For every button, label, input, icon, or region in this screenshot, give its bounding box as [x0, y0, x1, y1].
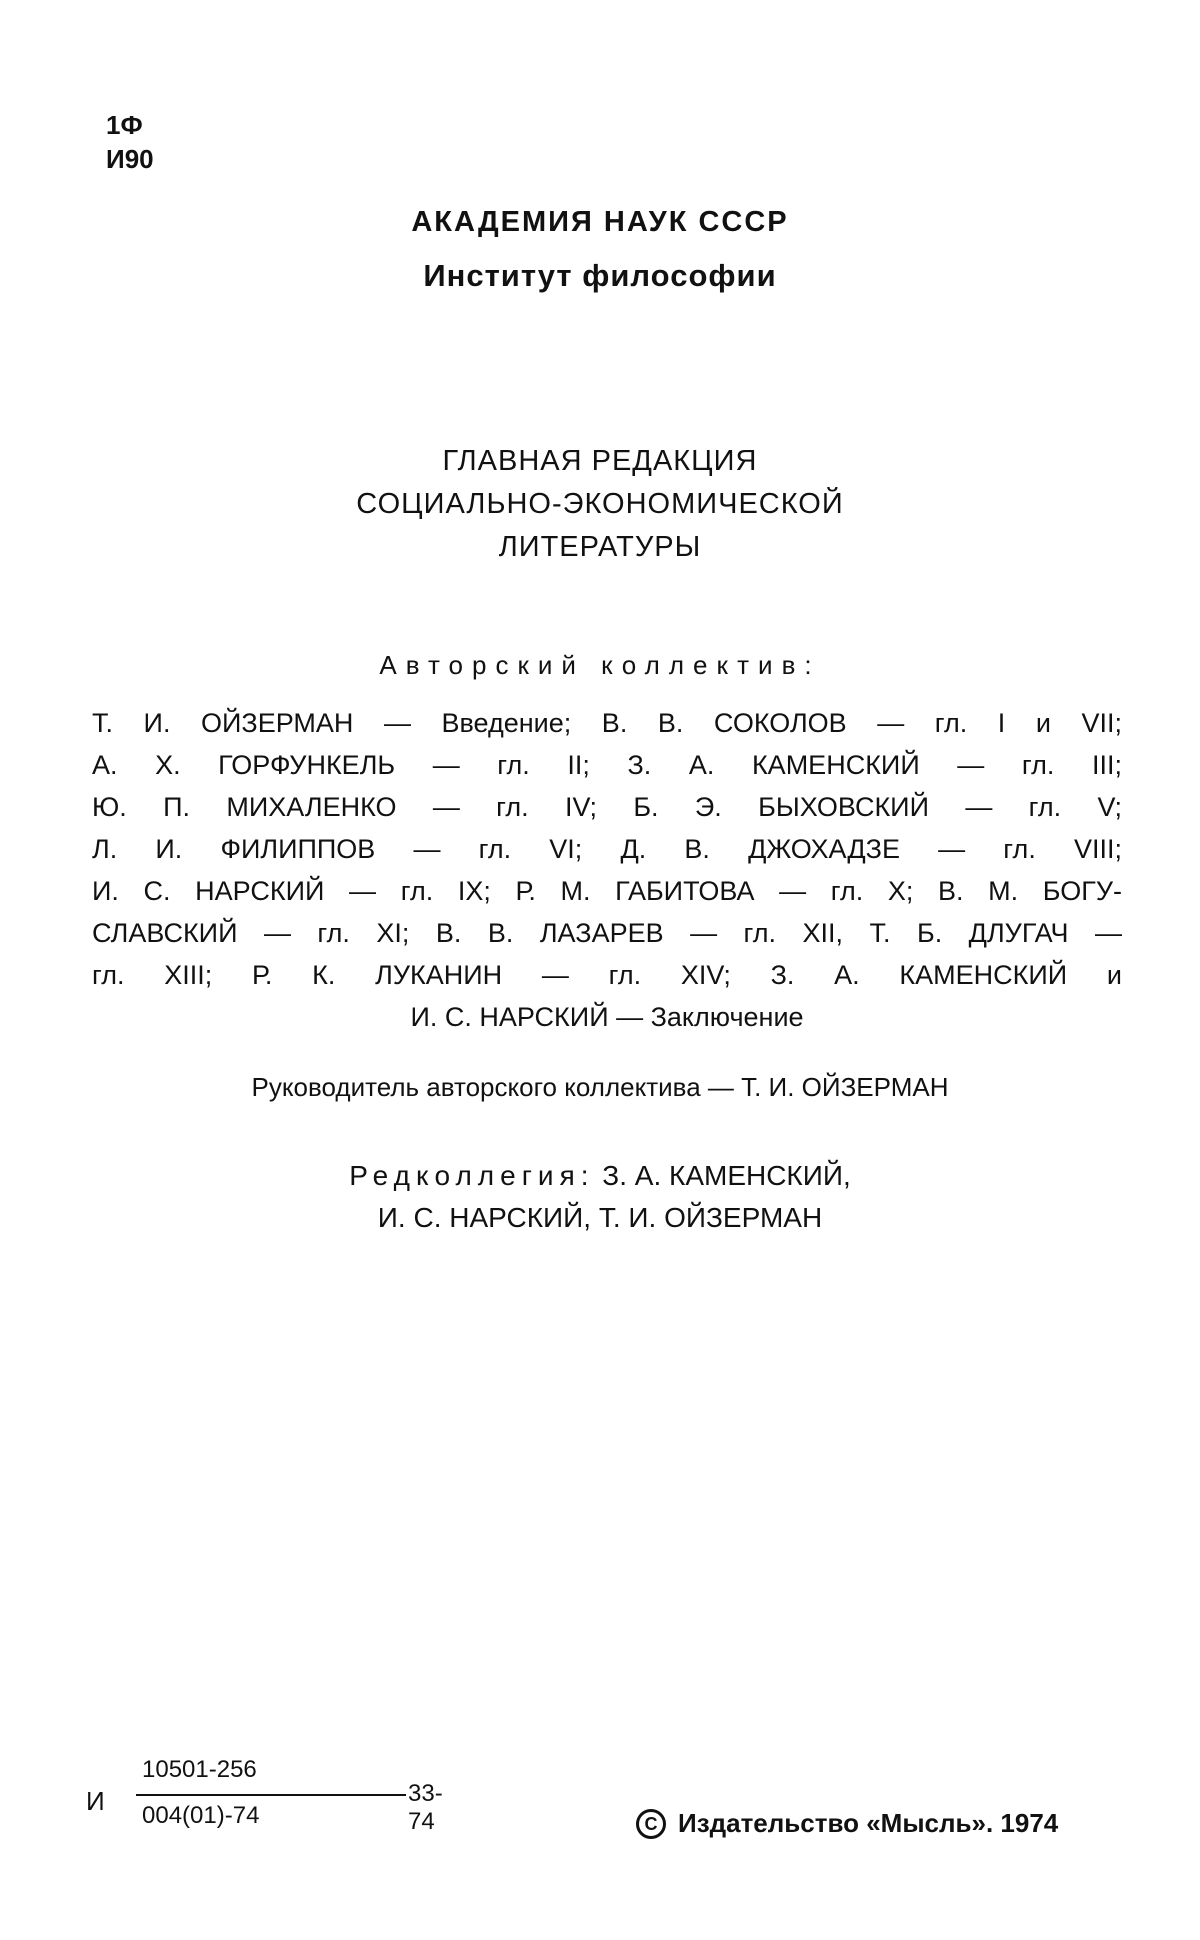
publisher-copyright [636, 1808, 1058, 1839]
editorial-line-2: СОЦИАЛЬНО-ЭКОНОМИЧЕСКОЙ [356, 488, 844, 520]
editorial-board-label: Редколлегия: [349, 1160, 595, 1191]
authors-list [92, 702, 1122, 1038]
editorial-office [0, 440, 1200, 569]
authors-line-4: Л. И. ФИЛИППОВ — гл. VI; Д. В. ДЖОХАДЗЕ — гл. VIII; [92, 834, 1122, 864]
authors-line-5: И. С. НАРСКИЙ — гл. IX; Р. М. ГАБИТОВА — гл. X; В. М. БОГУ- [92, 876, 1122, 906]
editorial-board [0, 1155, 1200, 1239]
editorial-board-line-1 [0, 1155, 1200, 1197]
authors-line-3: Ю. П. МИХАЛЕНКО — гл. IV; Б. Э. БЫХОВСКИЙ — гл. V; [92, 792, 1122, 822]
academy-name: АКАДЕМИЯ НАУК СССР [411, 206, 789, 238]
authors-line-8: И. С. НАРСКИЙ — Заключение [410, 1002, 804, 1032]
classification-codes [106, 108, 154, 176]
institute-name: Институт философии [423, 258, 777, 293]
authors-line-2: А. Х. ГОРФУНКЕЛЬ — гл. II; З. А. КАМЕНСКИЙ — гл. III; [92, 750, 1122, 780]
authors-line-6: СЛАВСКИЙ — гл. XI; В. В. ЛАЗАРЕВ — гл. XII, Т. Б. ДЛУГАЧ — [92, 918, 1122, 948]
editorial-line-3: ЛИТЕРАТУРЫ [498, 531, 702, 563]
index-denominator: 004(01)-74 [142, 1802, 260, 1829]
udc-code: 1Ф [106, 110, 143, 140]
index-numerator: 10501-256 [142, 1756, 257, 1783]
authors-collective-title: Авторский коллектив: [379, 650, 821, 680]
authors-line-7: гл. XIII; Р. К. ЛУКАНИН — гл. XIV; З. А. КАМЕНСКИЙ и [92, 960, 1122, 990]
editorial-board-members-2: И. С. НАРСКИЙ, Т. И. ОЙЗЕРМАН [377, 1202, 823, 1233]
publication-index [86, 1756, 443, 1846]
index-fraction-line [136, 1794, 406, 1796]
editorial-line-1: ГЛАВНАЯ РЕДАКЦИЯ [442, 445, 758, 477]
copyright-icon: C [636, 1809, 666, 1839]
collective-head: Руководитель авторского коллектива — Т. И. ОЙЗЕРМАН [251, 1072, 949, 1102]
index-suffix: 33-74 [408, 1780, 443, 1835]
editorial-board-members-1: З. А. КАМЕНСКИЙ, [602, 1160, 851, 1191]
publisher-text: Издательство «Мысль». 1974 [678, 1808, 1059, 1838]
authors-line-1: Т. И. ОЙЗЕРМАН — Введение; В. В. СОКОЛОВ — гл. I и VII; [92, 708, 1122, 738]
index-letter: И [86, 1786, 105, 1816]
library-code: И90 [106, 144, 154, 174]
